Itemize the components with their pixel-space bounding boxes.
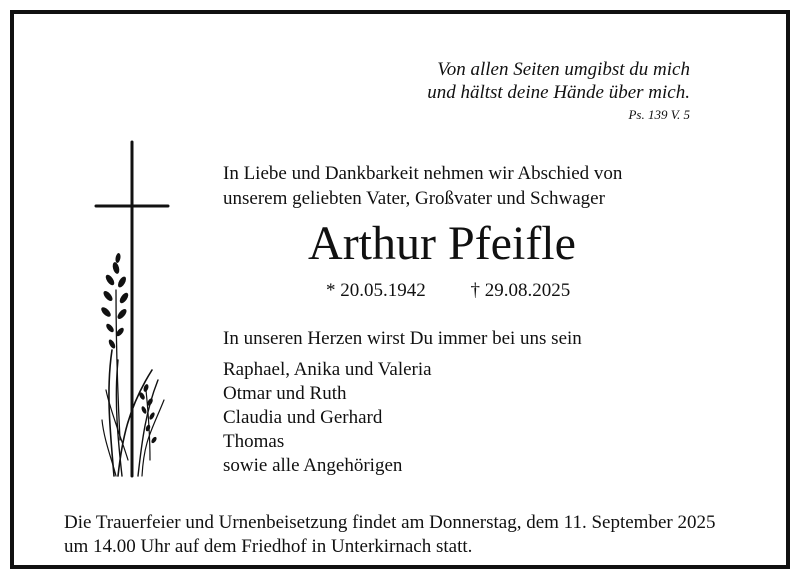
deceased-name: Arthur Pfeifle xyxy=(308,217,576,270)
obituary-frame xyxy=(10,10,790,569)
life-dates xyxy=(326,278,570,303)
funeral-line: Die Trauerfeier und Urnenbeisetzung findet am Donnerstag, dem 11. September 2025 xyxy=(64,512,716,533)
mourner-entry: Thomas xyxy=(223,431,285,452)
intro-line: unserem geliebten Vater, Großvater und Schwager xyxy=(223,188,605,209)
intro-line: In Liebe und Dankbarkeit nehmen wir Abschied von xyxy=(223,163,623,184)
intro-text xyxy=(223,161,622,211)
psalm-reference: Ps. 139 V. 5 xyxy=(628,107,690,122)
psalm-line: Von allen Seiten umgibst du mich xyxy=(437,59,690,80)
mourner-entry: sowie alle Angehörigen xyxy=(223,455,403,476)
psalm-line: und hältst deine Hände über mich. xyxy=(427,82,690,103)
death-date: † 29.08.2025 xyxy=(470,280,571,301)
funeral-notice xyxy=(64,511,715,559)
funeral-line: um 14.00 Uhr auf dem Friedhof in Unterkirnach statt. xyxy=(64,536,473,557)
mourner-entry: Raphael, Anika und Valeria xyxy=(223,359,432,380)
birth-date: * 20.05.1942 xyxy=(326,280,426,301)
cross-with-grasses-icon xyxy=(92,140,176,480)
mourner-entry: Otmar und Ruth xyxy=(223,383,347,404)
mourner-entry: Claudia und Gerhard xyxy=(223,407,383,428)
mourners-list xyxy=(223,358,432,478)
psalm-verse xyxy=(427,58,690,124)
motto-text: In unseren Herzen wirst Du immer bei uns sein xyxy=(223,328,582,349)
